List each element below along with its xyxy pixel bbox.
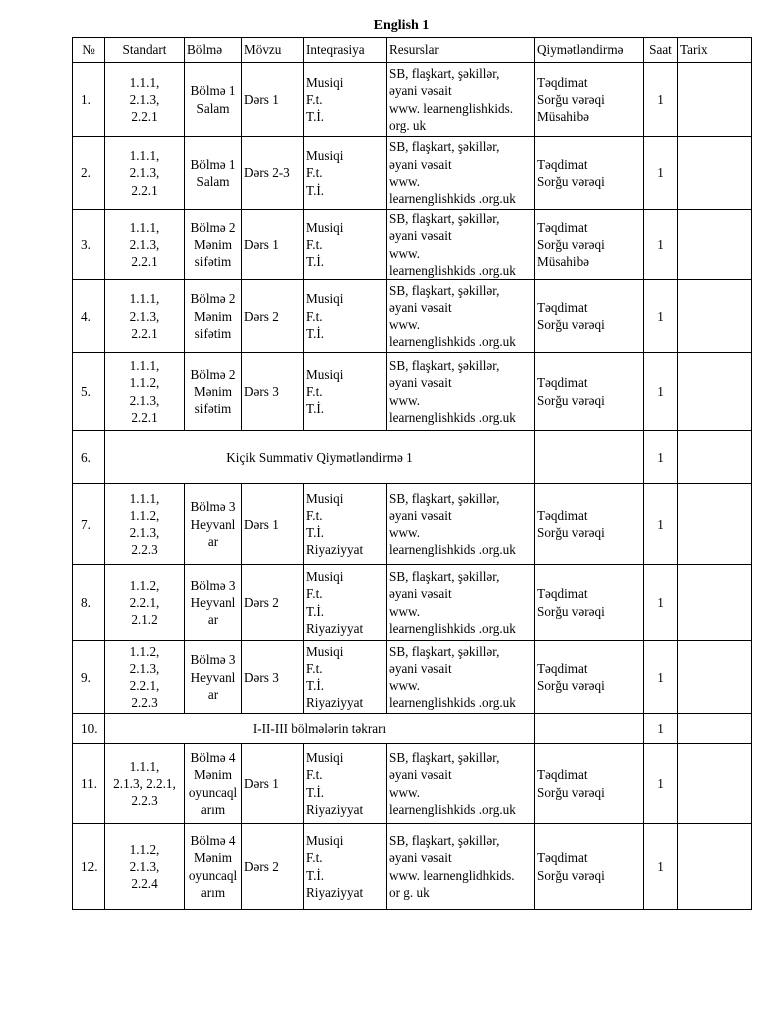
table-row <box>73 210 752 280</box>
cell-resurslar: SB, flaşkart, şəkillər, əyani vəsait www. learnenglishkids .org.uk <box>387 484 535 565</box>
table-row <box>73 565 752 641</box>
cell-inteqrasiya: Musiqi F.t. T.İ. Riyaziyyat <box>304 744 387 824</box>
cell-bolme: Bölmə 2 Mənim sifətim <box>185 210 242 280</box>
cell-bolme: Bölmə 1 Salam <box>185 63 242 137</box>
table-row <box>73 744 752 824</box>
cell-resurslar: SB, flaşkart, şəkillər, əyani vəsait www. learnenglishkids .org.uk <box>387 280 535 353</box>
cell-merged-topic: I-II-III bölmələrin təkrarı <box>105 714 535 744</box>
cell-bolme: Bölmə 3 Heyvanl ar <box>185 484 242 565</box>
cell-qiymetlendirme: Təqdimat Sorğu vərəqi <box>535 565 644 641</box>
cell-qiymetlendirme <box>535 714 644 744</box>
document-title: English 1 <box>373 18 430 33</box>
cell-no: 5. <box>73 353 105 431</box>
cell-movzu: Dərs 1 <box>242 484 304 565</box>
cell-no: 3. <box>73 210 105 280</box>
cell-saat: 1 <box>644 824 678 910</box>
cell-tarix <box>678 641 752 714</box>
header-bolme: Bölmə <box>185 38 242 63</box>
cell-tarix <box>678 744 752 824</box>
cell-tarix <box>678 280 752 353</box>
cell-bolme: Bölmə 4 Mənim oyuncaql arım <box>185 824 242 910</box>
cell-saat: 1 <box>644 641 678 714</box>
table-row <box>73 63 752 137</box>
cell-no: 2. <box>73 137 105 210</box>
table-row <box>73 137 752 210</box>
cell-inteqrasiya: Musiqi F.t. T.İ. Riyaziyyat <box>304 641 387 714</box>
cell-saat: 1 <box>644 63 678 137</box>
header-tarix: Tarix <box>678 38 752 63</box>
cell-bolme: Bölmə 1 Salam <box>185 137 242 210</box>
cell-inteqrasiya: Musiqi F.t. T.İ. <box>304 280 387 353</box>
cell-bolme: Bölmə 3 Heyvanl ar <box>185 565 242 641</box>
cell-qiymetlendirme: Təqdimat Sorğu vərəqi <box>535 744 644 824</box>
cell-standart: 1.1.1, 1.1.2, 2.1.3, 2.2.3 <box>105 484 185 565</box>
cell-bolme: Bölmə 3 Heyvanl ar <box>185 641 242 714</box>
header-standart: Standart <box>105 38 185 63</box>
cell-qiymetlendirme: Təqdimat Sorğu vərəqi <box>535 137 644 210</box>
header-resurslar: Resurslar <box>387 38 535 63</box>
cell-tarix <box>678 714 752 744</box>
lesson-plan-table <box>72 37 752 910</box>
cell-resurslar: SB, flaşkart, şəkillər, əyani vəsait www. learnenglishkids. org. uk <box>387 63 535 137</box>
table-row <box>73 280 752 353</box>
cell-resurslar: SB, flaşkart, şəkillər, əyani vəsait www. learnenglishkids .org.uk <box>387 565 535 641</box>
cell-saat: 1 <box>644 431 678 484</box>
cell-tarix <box>678 353 752 431</box>
cell-saat: 1 <box>644 137 678 210</box>
cell-saat: 1 <box>644 353 678 431</box>
table-body <box>73 63 752 910</box>
cell-no: 6. <box>73 431 105 484</box>
header-saat: Saat <box>644 38 678 63</box>
cell-resurslar: SB, flaşkart, şəkillər, əyani vəsait www. learnenglishkids .org.uk <box>387 744 535 824</box>
cell-qiymetlendirme: Təqdimat Sorğu vərəqi <box>535 280 644 353</box>
cell-qiymetlendirme: Təqdimat Sorğu vərəqi <box>535 641 644 714</box>
cell-qiymetlendirme: Təqdimat Sorğu vərəqi <box>535 484 644 565</box>
cell-no: 10. <box>73 714 105 744</box>
cell-resurslar: SB, flaşkart, şəkillər, əyani vəsait www. learnenglidhkids. or g. uk <box>387 824 535 910</box>
cell-movzu: Dərs 2-3 <box>242 137 304 210</box>
cell-standart: 1.1.1, 2.1.3, 2.2.1 <box>105 137 185 210</box>
table-row <box>73 824 752 910</box>
cell-qiymetlendirme: Təqdimat Sorğu vərəqi <box>535 824 644 910</box>
cell-saat: 1 <box>644 744 678 824</box>
cell-movzu: Dərs 1 <box>242 744 304 824</box>
cell-resurslar: SB, flaşkart, şəkillər, əyani vəsait www. learnenglishkids .org.uk <box>387 210 535 280</box>
cell-resurslar: SB, flaşkart, şəkillər, əyani vəsait www. learnenglishkids .org.uk <box>387 641 535 714</box>
cell-saat: 1 <box>644 210 678 280</box>
cell-qiymetlendirme: Təqdimat Sorğu vərəqi Müsahibə <box>535 210 644 280</box>
cell-qiymetlendirme: Təqdimat Sorğu vərəqi <box>535 353 644 431</box>
header-qiymetlendirme: Qiymətləndirmə <box>535 38 644 63</box>
cell-merged-topic: Kiçik Summativ Qiymətləndirmə 1 <box>105 431 535 484</box>
cell-bolme: Bölmə 4 Mənim oyuncaql arım <box>185 744 242 824</box>
cell-saat: 1 <box>644 280 678 353</box>
cell-qiymetlendirme: Təqdimat Sorğu vərəqi Müsahibə <box>535 63 644 137</box>
cell-no: 11. <box>73 744 105 824</box>
cell-inteqrasiya: Musiqi F.t. T.İ. <box>304 210 387 280</box>
cell-no: 9. <box>73 641 105 714</box>
cell-standart: 1.1.2, 2.1.3, 2.2.1, 2.2.3 <box>105 641 185 714</box>
cell-movzu: Dərs 2 <box>242 824 304 910</box>
cell-tarix <box>678 137 752 210</box>
cell-inteqrasiya: Musiqi F.t. T.İ. <box>304 137 387 210</box>
cell-tarix <box>678 484 752 565</box>
cell-saat: 1 <box>644 714 678 744</box>
cell-standart: 1.1.1, 2.1.3, 2.2.1 <box>105 280 185 353</box>
cell-no: 4. <box>73 280 105 353</box>
cell-saat: 1 <box>644 565 678 641</box>
cell-movzu: Dərs 1 <box>242 210 304 280</box>
cell-bolme: Bölmə 2 Mənim sifətim <box>185 353 242 431</box>
cell-movzu: Dərs 2 <box>242 565 304 641</box>
cell-standart: 1.1.2, 2.1.3, 2.2.4 <box>105 824 185 910</box>
cell-saat: 1 <box>644 484 678 565</box>
cell-inteqrasiya: Musiqi F.t. T.İ. Riyaziyyat <box>304 484 387 565</box>
cell-bolme: Bölmə 2 Mənim sifətim <box>185 280 242 353</box>
cell-standart: 1.1.1, 1.1.2, 2.1.3, 2.2.1 <box>105 353 185 431</box>
cell-movzu: Dərs 2 <box>242 280 304 353</box>
cell-tarix <box>678 565 752 641</box>
header-no: № <box>73 38 105 63</box>
table-row <box>73 484 752 565</box>
table-header-row <box>73 38 752 63</box>
cell-standart: 1.1.1, 2.1.3, 2.2.1 <box>105 63 185 137</box>
cell-tarix <box>678 431 752 484</box>
cell-resurslar: SB, flaşkart, şəkillər, əyani vəsait www. learnenglishkids .org.uk <box>387 137 535 210</box>
cell-resurslar: SB, flaşkart, şəkillər, əyani vəsait www. learnenglishkids .org.uk <box>387 353 535 431</box>
table-row <box>73 431 752 484</box>
header-movzu: Mövzu <box>242 38 304 63</box>
cell-no: 7. <box>73 484 105 565</box>
cell-standart: 1.1.1, 2.1.3, 2.2.1, 2.2.3 <box>105 744 185 824</box>
cell-inteqrasiya: Musiqi F.t. T.İ. Riyaziyyat <box>304 824 387 910</box>
header-inteqrasiya: Inteqrasiya <box>304 38 387 63</box>
cell-standart: 1.1.1, 2.1.3, 2.2.1 <box>105 210 185 280</box>
cell-movzu: Dərs 3 <box>242 353 304 431</box>
cell-movzu: Dərs 1 <box>242 63 304 137</box>
table-row <box>73 641 752 714</box>
table-row <box>73 353 752 431</box>
cell-tarix <box>678 824 752 910</box>
table-row <box>73 714 752 744</box>
cell-inteqrasiya: Musiqi F.t. T.İ. <box>304 63 387 137</box>
cell-tarix <box>678 210 752 280</box>
cell-tarix <box>678 63 752 137</box>
cell-no: 8. <box>73 565 105 641</box>
cell-qiymetlendirme <box>535 431 644 484</box>
cell-no: 12. <box>73 824 105 910</box>
cell-no: 1. <box>73 63 105 137</box>
cell-inteqrasiya: Musiqi F.t. T.İ. <box>304 353 387 431</box>
cell-standart: 1.1.2, 2.2.1, 2.1.2 <box>105 565 185 641</box>
cell-movzu: Dərs 3 <box>242 641 304 714</box>
cell-inteqrasiya: Musiqi F.t. T.İ. Riyaziyyat <box>304 565 387 641</box>
